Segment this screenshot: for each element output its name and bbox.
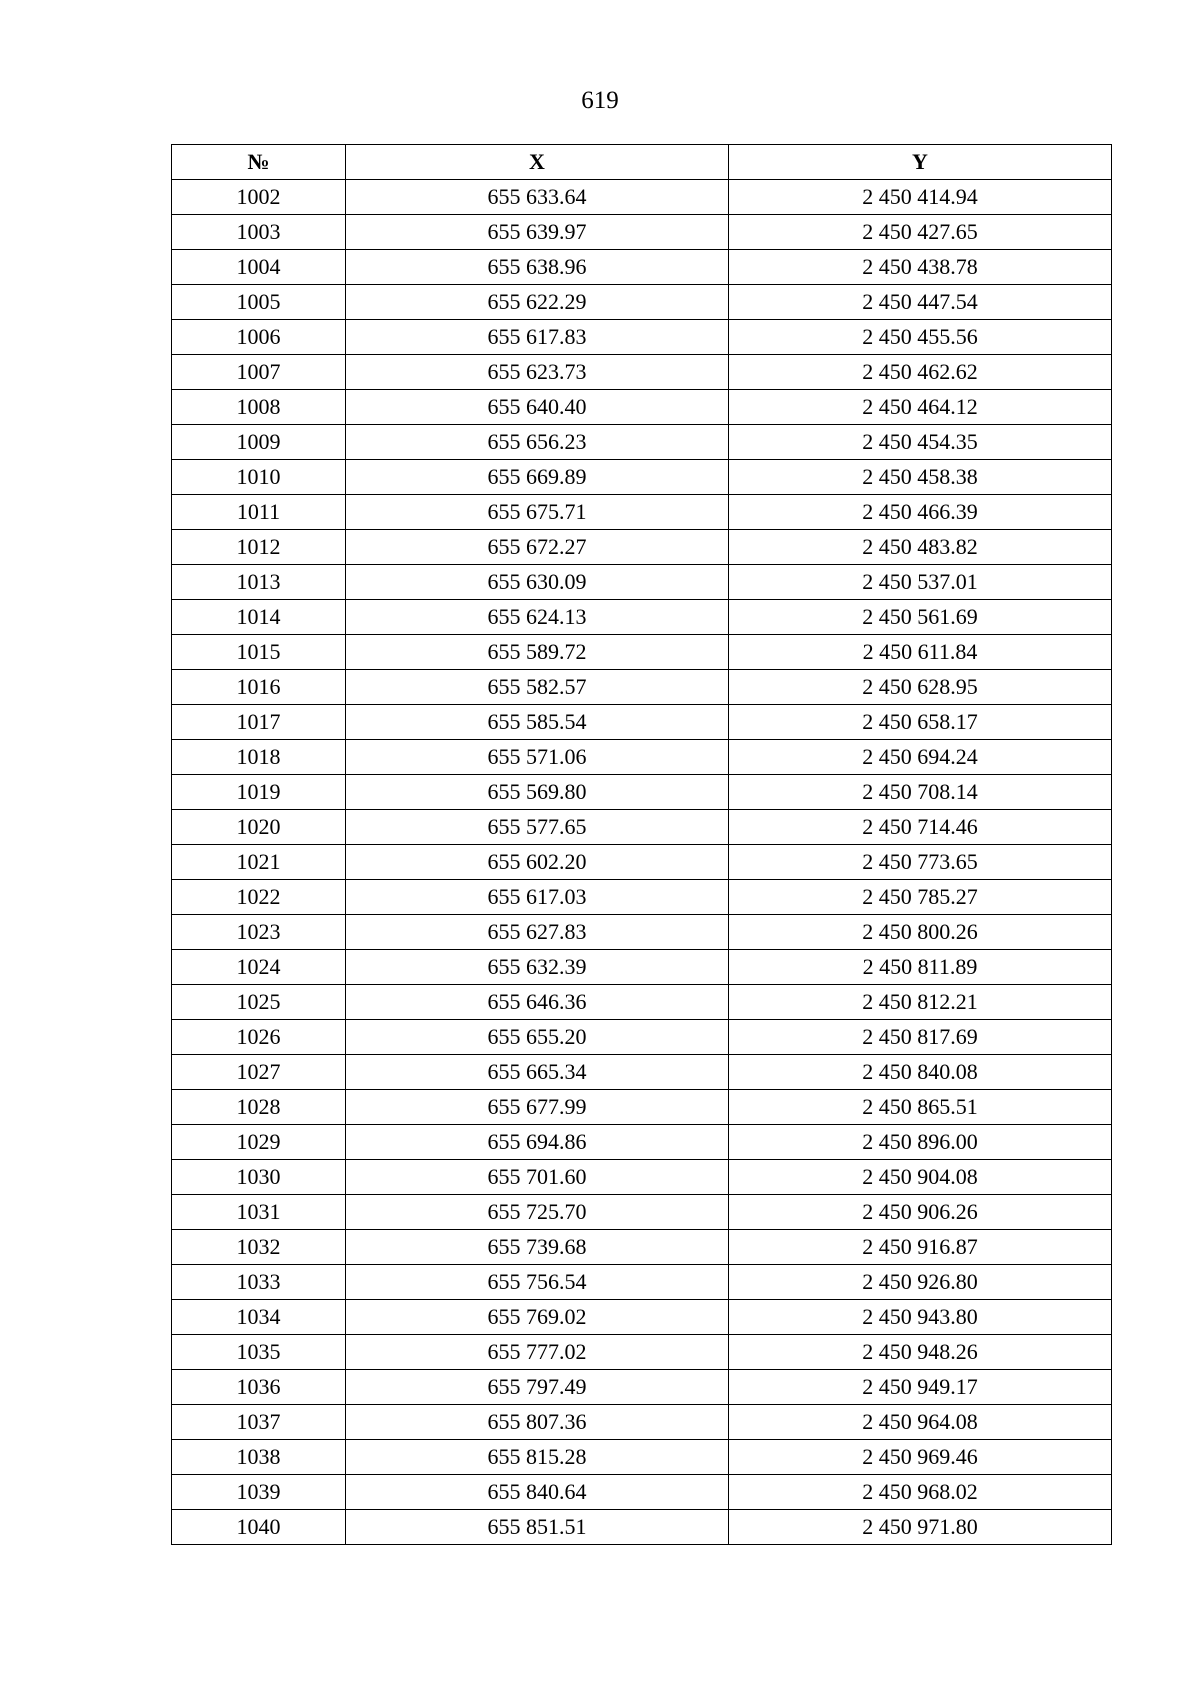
table-row [172,915,1112,950]
table-row [172,495,1112,530]
cell-y: 2 450 611.84 [729,635,1112,670]
cell-number: 1009 [172,425,346,460]
table-row [172,1475,1112,1510]
table-header [172,145,1112,180]
cell-y: 2 450 714.46 [729,810,1112,845]
table-row [172,285,1112,320]
cell-number: 1020 [172,810,346,845]
table-row [172,250,1112,285]
page-number: 619 [581,87,619,114]
table-row [172,1090,1112,1125]
header-y: Y [729,145,1112,180]
cell-number: 1012 [172,530,346,565]
cell-x: 655 675.71 [346,495,729,530]
cell-y: 2 450 785.27 [729,880,1112,915]
table-row [172,355,1112,390]
cell-number: 1017 [172,705,346,740]
cell-number: 1014 [172,600,346,635]
cell-y: 2 450 773.65 [729,845,1112,880]
table-row [172,600,1112,635]
cell-y: 2 450 462.62 [729,355,1112,390]
cell-x: 655 756.54 [346,1265,729,1300]
cell-y: 2 450 694.24 [729,740,1112,775]
cell-number: 1024 [172,950,346,985]
cell-number: 1007 [172,355,346,390]
table-row [172,1160,1112,1195]
cell-x: 655 632.39 [346,950,729,985]
cell-number: 1039 [172,1475,346,1510]
table-row [172,985,1112,1020]
cell-number: 1005 [172,285,346,320]
table-row [172,705,1112,740]
table-row [172,180,1112,215]
table-row [172,1405,1112,1440]
cell-number: 1022 [172,880,346,915]
cell-x: 655 569.80 [346,775,729,810]
cell-number: 1023 [172,915,346,950]
table-row [172,1300,1112,1335]
cell-y: 2 450 800.26 [729,915,1112,950]
cell-y: 2 450 438.78 [729,250,1112,285]
table-row [172,565,1112,600]
cell-number: 1036 [172,1370,346,1405]
coordinates-table [171,144,1112,1545]
cell-number: 1035 [172,1335,346,1370]
cell-number: 1018 [172,740,346,775]
cell-number: 1029 [172,1125,346,1160]
cell-y: 2 450 458.38 [729,460,1112,495]
cell-y: 2 450 906.26 [729,1195,1112,1230]
cell-y: 2 450 948.26 [729,1335,1112,1370]
cell-x: 655 602.20 [346,845,729,880]
cell-x: 655 701.60 [346,1160,729,1195]
cell-x: 655 739.68 [346,1230,729,1265]
cell-number: 1008 [172,390,346,425]
table-row [172,390,1112,425]
cell-y: 2 450 964.08 [729,1405,1112,1440]
cell-number: 1006 [172,320,346,355]
cell-number: 1010 [172,460,346,495]
cell-x: 655 656.23 [346,425,729,460]
cell-x: 655 617.03 [346,880,729,915]
cell-y: 2 450 628.95 [729,670,1112,705]
table-row [172,880,1112,915]
table-row [172,740,1112,775]
cell-number: 1033 [172,1265,346,1300]
cell-x: 655 646.36 [346,985,729,1020]
cell-x: 655 577.65 [346,810,729,845]
cell-number: 1027 [172,1055,346,1090]
cell-x: 655 665.34 [346,1055,729,1090]
table-row [172,1020,1112,1055]
cell-x: 655 589.72 [346,635,729,670]
cell-x: 655 672.27 [346,530,729,565]
cell-number: 1015 [172,635,346,670]
cell-y: 2 450 971.80 [729,1510,1112,1545]
table-row [172,215,1112,250]
cell-x: 655 622.29 [346,285,729,320]
cell-x: 655 639.97 [346,215,729,250]
cell-y: 2 450 447.54 [729,285,1112,320]
table-row [172,950,1112,985]
header-x: X [346,145,729,180]
cell-y: 2 450 969.46 [729,1440,1112,1475]
table-row [172,670,1112,705]
table-row [172,1370,1112,1405]
cell-number: 1030 [172,1160,346,1195]
cell-number: 1004 [172,250,346,285]
cell-number: 1011 [172,495,346,530]
cell-x: 655 840.64 [346,1475,729,1510]
table-row [172,1125,1112,1160]
cell-y: 2 450 949.17 [729,1370,1112,1405]
cell-y: 2 450 896.00 [729,1125,1112,1160]
cell-x: 655 777.02 [346,1335,729,1370]
cell-x: 655 623.73 [346,355,729,390]
cell-number: 1016 [172,670,346,705]
cell-y: 2 450 561.69 [729,600,1112,635]
cell-x: 655 669.89 [346,460,729,495]
cell-y: 2 450 968.02 [729,1475,1112,1510]
cell-x: 655 815.28 [346,1440,729,1475]
cell-number: 1013 [172,565,346,600]
cell-y: 2 450 926.80 [729,1265,1112,1300]
cell-y: 2 450 464.12 [729,390,1112,425]
cell-x: 655 633.64 [346,180,729,215]
cell-number: 1025 [172,985,346,1020]
cell-number: 1026 [172,1020,346,1055]
cell-y: 2 450 916.87 [729,1230,1112,1265]
table-row [172,425,1112,460]
cell-y: 2 450 708.14 [729,775,1112,810]
cell-number: 1019 [172,775,346,810]
cell-x: 655 630.09 [346,565,729,600]
table-row [172,1440,1112,1475]
cell-number: 1040 [172,1510,346,1545]
cell-x: 655 725.70 [346,1195,729,1230]
table-row [172,810,1112,845]
cell-x: 655 851.51 [346,1510,729,1545]
cell-y: 2 450 658.17 [729,705,1112,740]
cell-number: 1034 [172,1300,346,1335]
cell-y: 2 450 943.80 [729,1300,1112,1335]
cell-y: 2 450 811.89 [729,950,1112,985]
cell-y: 2 450 865.51 [729,1090,1112,1125]
table-row [172,1055,1112,1090]
cell-y: 2 450 537.01 [729,565,1112,600]
header-row [172,145,1112,180]
cell-y: 2 450 454.35 [729,425,1112,460]
cell-x: 655 638.96 [346,250,729,285]
cell-x: 655 797.49 [346,1370,729,1405]
cell-x: 655 640.40 [346,390,729,425]
table-row [172,1230,1112,1265]
table-row [172,1195,1112,1230]
cell-number: 1028 [172,1090,346,1125]
table-body [172,180,1112,1545]
cell-number: 1021 [172,845,346,880]
cell-y: 2 450 455.56 [729,320,1112,355]
cell-number: 1002 [172,180,346,215]
cell-x: 655 694.86 [346,1125,729,1160]
cell-x: 655 677.99 [346,1090,729,1125]
cell-y: 2 450 466.39 [729,495,1112,530]
table-row [172,1335,1112,1370]
cell-x: 655 585.54 [346,705,729,740]
cell-number: 1038 [172,1440,346,1475]
table-row [172,460,1112,495]
cell-y: 2 450 427.65 [729,215,1112,250]
table-row [172,1265,1112,1300]
cell-number: 1031 [172,1195,346,1230]
cell-number: 1032 [172,1230,346,1265]
cell-number: 1003 [172,215,346,250]
cell-y: 2 450 812.21 [729,985,1112,1020]
table-row [172,1510,1112,1545]
cell-x: 655 571.06 [346,740,729,775]
cell-x: 655 582.57 [346,670,729,705]
cell-x: 655 807.36 [346,1405,729,1440]
table-row [172,775,1112,810]
cell-number: 1037 [172,1405,346,1440]
cell-y: 2 450 840.08 [729,1055,1112,1090]
cell-x: 655 624.13 [346,600,729,635]
cell-x: 655 769.02 [346,1300,729,1335]
cell-y: 2 450 414.94 [729,180,1112,215]
cell-y: 2 450 483.82 [729,530,1112,565]
table-row [172,530,1112,565]
header-number: № [172,145,346,180]
cell-x: 655 627.83 [346,915,729,950]
table-row [172,845,1112,880]
table-row [172,320,1112,355]
cell-x: 655 655.20 [346,1020,729,1055]
cell-y: 2 450 817.69 [729,1020,1112,1055]
cell-x: 655 617.83 [346,320,729,355]
table-row [172,635,1112,670]
cell-y: 2 450 904.08 [729,1160,1112,1195]
